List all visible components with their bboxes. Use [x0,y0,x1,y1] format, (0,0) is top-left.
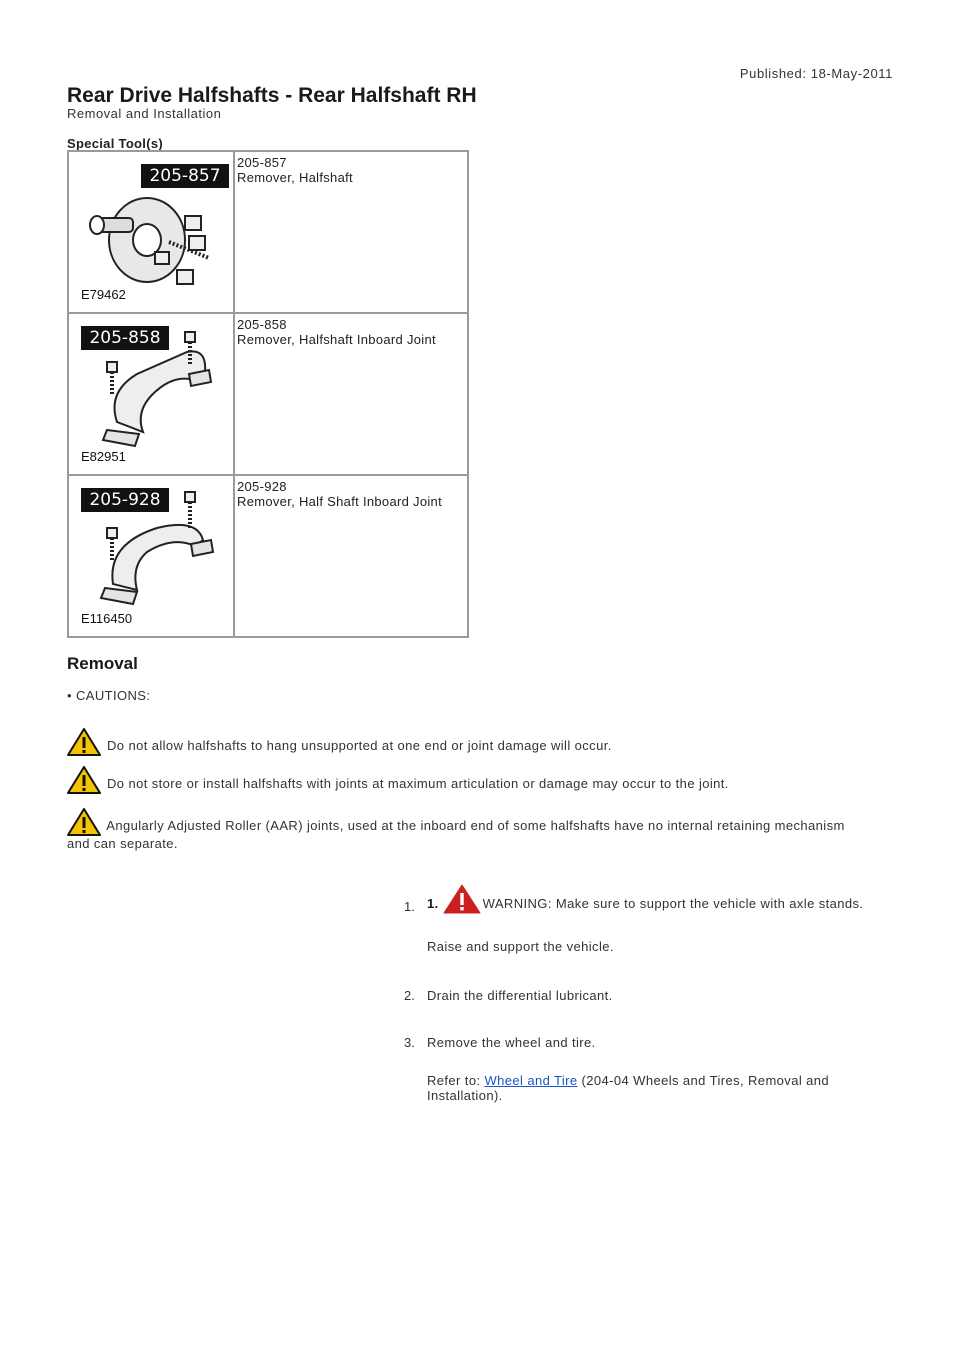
tool-number: 205-857 [237,155,287,170]
table-row [68,475,468,637]
tool-badge: 205-858 [81,326,169,350]
tool-badge: 205-857 [141,164,229,188]
tool-description-cell [234,475,468,637]
published-date: Published: 18-May-2011 [739,66,893,81]
caution-triangle-icon [67,808,101,836]
caution-item [67,728,867,756]
caution-item [67,766,867,794]
tool-image-cell [68,475,234,637]
page-title: Rear Drive Halfshafts - Rear Halfshaft RH [67,84,477,107]
tool-name: Remover, Halfshaft [237,170,353,185]
step-text: Remove the wheel and tire. [427,1035,596,1050]
tool-number: 205-928 [237,479,287,494]
tool-description-cell [234,151,468,313]
tool-name: Remover, Halfshaft Inboard Joint [237,332,436,347]
tool-image-code: E79462 [81,287,126,302]
tool-image-code: E116450 [81,611,133,626]
tool-description-cell [234,313,468,475]
step-bold-prefix: 1. [427,896,439,911]
table-row [68,313,468,475]
step-reference [427,1073,867,1103]
tool-badge: 205-928 [81,488,169,512]
caution-item [67,808,867,851]
step-number: 1. [404,899,415,914]
cautions-label: • CAUTIONS: [67,688,151,703]
tool-image-cell [68,151,234,313]
table-row [68,151,468,313]
refer-prefix: Refer to: [427,1073,481,1088]
step-1 [427,884,867,914]
step-text: Raise and support the vehicle. [427,939,614,954]
tool-image-code: E82951 [81,449,126,464]
removal-heading: Removal [67,654,138,673]
special-tools-table [67,150,469,638]
caution-text: Do not store or install halfshafts with joints at maximum articulation or damage may occur to the joint. [107,776,729,791]
wheel-and-tire-link[interactable]: Wheel and Tire [484,1073,578,1088]
step-warning-text: WARNING: Make sure to support the vehicle with axle stands. [482,896,864,911]
tool-number: 205-858 [237,317,287,332]
caution-triangle-icon [67,728,101,756]
refer-suffix: (204-04 Wheels and Tires, Removal and Installation). [427,1073,830,1103]
tool-image-cell [68,313,234,475]
special-tools-heading: Special Tool(s) [67,136,163,151]
step-number: 2. [404,988,415,1003]
warning-triangle-icon [443,884,481,914]
caution-triangle-icon [67,766,101,794]
step-number: 3. [404,1035,415,1050]
tool-name: Remover, Half Shaft Inboard Joint [237,494,443,509]
step-text: Drain the differential lubricant. [427,988,613,1003]
caution-text: Angularly Adjusted Roller (AAR) joints, used at the inboard end of some halfshafts have no internal retaining mechanism and can separate. [67,818,845,851]
page-subtitle: Removal and Installation [67,106,222,121]
caution-text: Do not allow halfshafts to hang unsupported at one end or joint damage will occur. [107,738,612,753]
